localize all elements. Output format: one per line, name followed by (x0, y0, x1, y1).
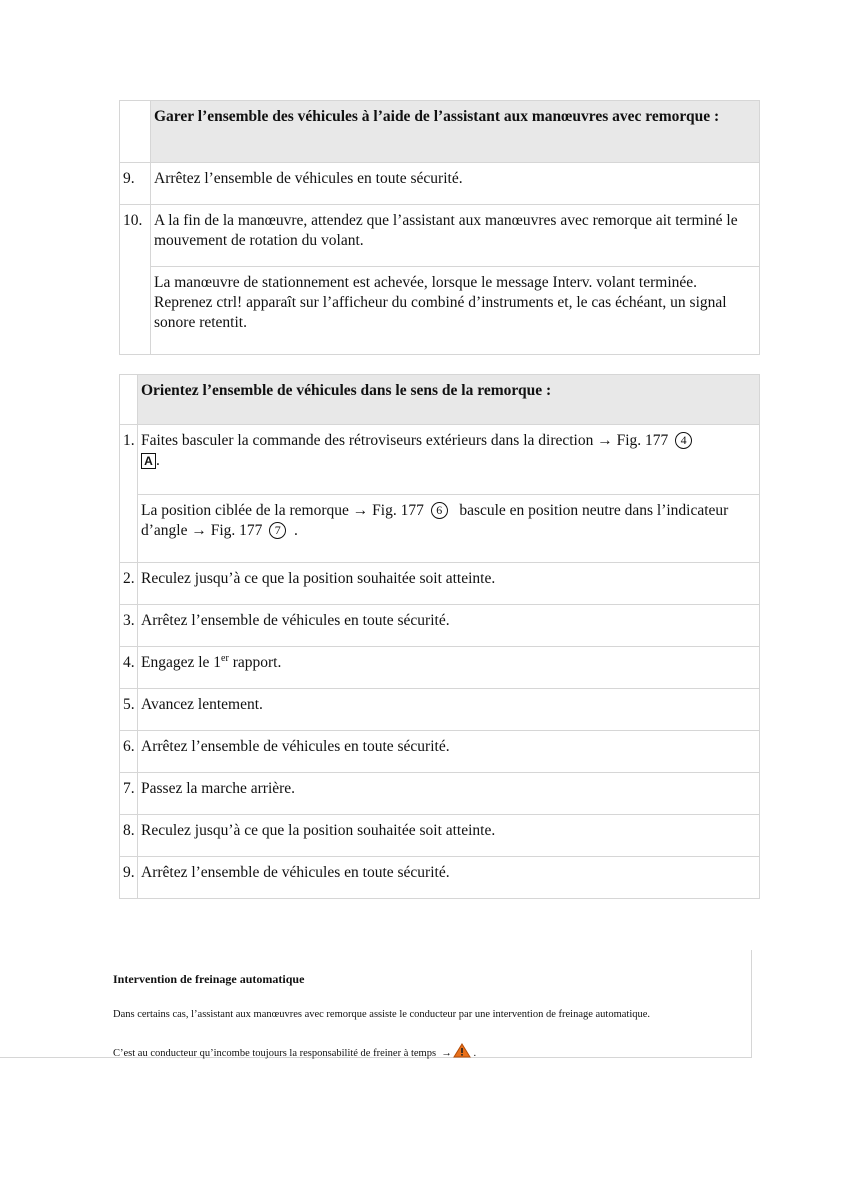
step-number: 5. (120, 689, 138, 731)
step-text: Avancez lentement. (138, 689, 760, 731)
warning-link-arrow[interactable]: → (441, 1048, 452, 1059)
fig-ref-link[interactable]: → Fig. 177 (597, 432, 669, 449)
braking-warning-paragraph (113, 1043, 476, 1061)
step-number: 7. (120, 773, 138, 815)
step1-text: Faites basculer la commande des rétroviseurs extérieurs dans la direction (141, 432, 594, 449)
note-part1: La position ciblée de la remorque (141, 502, 349, 519)
section-heading-orient: Orientez l’ensemble de véhicules dans le sens de la remorque : (138, 375, 760, 425)
callout-7: 7 (269, 522, 286, 539)
step1-end: . (156, 452, 160, 469)
step-text: Reculez jusqu’à ce que la position souhaitée soit atteinte. (138, 563, 760, 605)
step-number: 2. (120, 563, 138, 605)
step-text: Arrêtez l’ensemble de véhicules en toute sécurité. (138, 605, 760, 647)
procedure-table-park (119, 100, 760, 355)
step-number: 9. (120, 163, 151, 205)
step-text: Arrêtez l’ensemble de véhicules en toute sécurité. (138, 731, 760, 773)
braking-section-title: Intervention de freinage automatique (113, 972, 305, 986)
table-row (120, 425, 760, 495)
step-text: Reculez jusqu’à ce que la position souhaitée soit atteinte. (138, 815, 760, 857)
note-part2: bascule en position neutre dans l’indicateur d’angle (141, 502, 729, 539)
warning-triangle-icon[interactable] (453, 1043, 471, 1061)
procedure-table-orient (119, 374, 760, 899)
note-end: . (294, 522, 298, 539)
step-number: 3. (120, 605, 138, 647)
table-row (120, 605, 760, 647)
table-row (120, 857, 760, 899)
mirror-key-a-icon: A (141, 453, 156, 469)
table-row (120, 815, 760, 857)
step4-post: rapport. (228, 654, 282, 671)
table-row (120, 773, 760, 815)
table-row (120, 731, 760, 773)
heading-num-cell (120, 375, 138, 425)
step-text (138, 425, 760, 495)
braking-paragraph: Dans certains cas, l’assistant aux manœuvres avec remorque assiste le conducteur par une intervention de freinage automatique. (113, 1009, 651, 1020)
step-number: 10. (120, 205, 151, 355)
step-text (138, 647, 760, 689)
section-heading-park: Garer l’ensemble des véhicules à l’aide de l’assistant aux manœuvres avec remorque : (151, 101, 760, 163)
braking-p2-end: . (473, 1048, 477, 1059)
table-row (120, 563, 760, 605)
table-row (120, 267, 760, 355)
heading-num-cell (120, 101, 151, 163)
fig-ref-link[interactable]: → Fig. 177 (352, 502, 424, 519)
callout-6: 6 (431, 502, 448, 519)
step-text: A la fin de la manœuvre, attendez que l’assistant aux manœuvres avec remorque ait terminé le mouvement de rotation du volant. (151, 205, 760, 267)
callout-4: 4 (675, 432, 692, 449)
step4-pre: Engagez le 1 (141, 654, 222, 671)
table-row (120, 163, 760, 205)
step-number: 8. (120, 815, 138, 857)
braking-section-frame (0, 950, 752, 1058)
step-note: La manœuvre de stationnement est achevée, lorsque le message Interv. volant terminée. Reprenez ctrl! apparaît sur l’afficheur du combiné d’instruments et, le cas échéant, un signal sonore retentit. (151, 267, 760, 355)
step-number: 1. (120, 425, 138, 563)
braking-p2-text: C’est au conducteur qu’incombe toujours la responsabilité de freiner à temps (113, 1048, 437, 1059)
step-note (138, 495, 760, 563)
step-number: 4. (120, 647, 138, 689)
table-row (120, 495, 760, 563)
step4-sup: er (221, 652, 229, 664)
table-row (120, 205, 760, 267)
step-number: 9. (120, 857, 138, 899)
table-row (120, 689, 760, 731)
step-text: Arrêtez l’ensemble de véhicules en toute sécurité. (151, 163, 760, 205)
fig-ref-link[interactable]: → Fig. 177 (191, 522, 263, 539)
step-text: Passez la marche arrière. (138, 773, 760, 815)
step-number: 6. (120, 731, 138, 773)
step-text: Arrêtez l’ensemble de véhicules en toute sécurité. (138, 857, 760, 899)
table-row (120, 647, 760, 689)
